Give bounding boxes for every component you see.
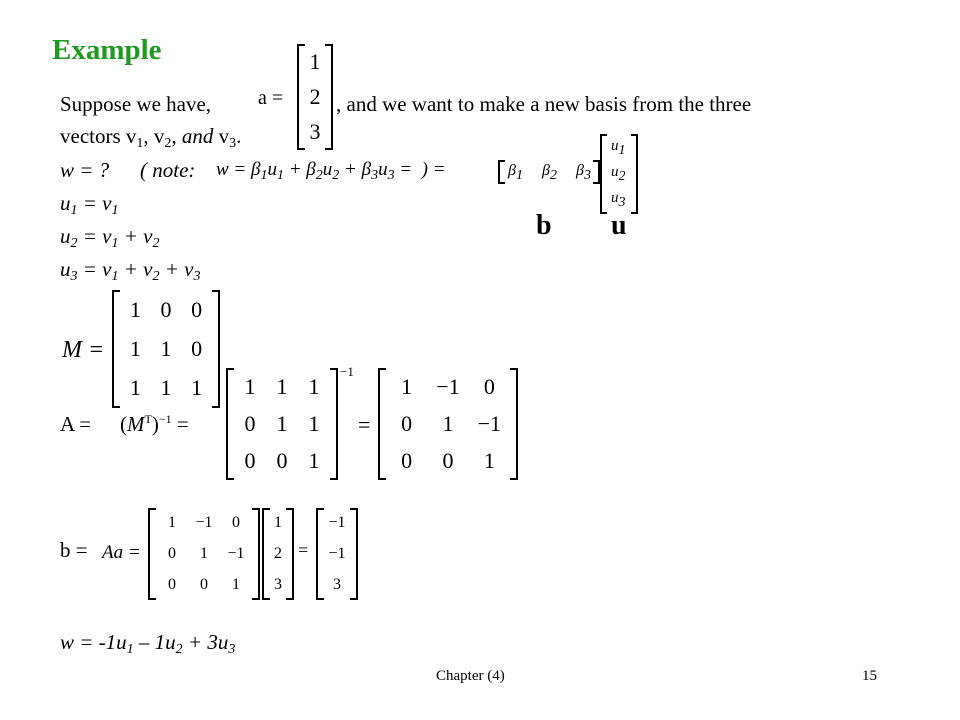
equals-sign: =	[358, 412, 371, 437]
matrix-entry: 3	[274, 575, 282, 593]
m-label: M =	[62, 337, 105, 363]
inverse-exponent: −1	[340, 364, 354, 379]
matrix-entry: 0	[244, 410, 256, 436]
matrix-entry: 1	[244, 373, 256, 399]
def-u3: $u_3 = v_1 + v_2 + v_3$	[60, 257, 201, 284]
a-entry: 1	[309, 48, 321, 74]
matrix-entry: −1	[227, 544, 245, 562]
matrix-entry: 1	[168, 514, 176, 532]
a-def-label: A =	[60, 412, 92, 436]
matrix-entry: 1	[160, 335, 172, 361]
w-question: w = ?	[60, 158, 110, 182]
footer-chapter: Chapter (4)	[436, 668, 505, 684]
matrix-entry: 2	[274, 544, 282, 562]
matrix-entry: 0	[168, 575, 176, 593]
matrix-entry: 1	[308, 448, 320, 474]
matrix-entry: 0	[191, 335, 203, 361]
matrix-entry: 0	[442, 448, 454, 474]
matrix-entry: 0	[401, 448, 413, 474]
final-result: $w = -1u_1 - 1u_2 + 3u_3$	[60, 630, 236, 657]
a-entry: 3	[309, 119, 321, 145]
matrix-entry: 0	[483, 373, 495, 399]
matrix-entry: 1	[191, 375, 203, 401]
matrix-entry: −1	[436, 373, 460, 399]
matrix-entry: 1	[276, 410, 288, 436]
b-def-label: b =	[60, 538, 88, 562]
matrix-entry: 1	[232, 575, 240, 593]
line2-text: vectors $v_1$, $v_2$, and $v_3$.	[60, 124, 242, 151]
matrix-entry: 1	[401, 373, 413, 399]
matrix-mt	[226, 368, 338, 480]
matrix-entry: 0	[232, 514, 240, 532]
matrix-entry: 0	[168, 544, 176, 562]
b-label: b	[536, 210, 552, 241]
matrix-m	[112, 290, 220, 408]
matrix-entry: 1	[160, 375, 172, 401]
a-vector	[297, 44, 333, 150]
matrix-entry: 0	[276, 448, 288, 474]
def-u2: $u_2 = v_1 + v_2$	[60, 224, 160, 251]
matrix-entry: 0	[160, 296, 172, 322]
matrix-entry: 0	[191, 296, 203, 322]
footer-page-number: 15	[862, 668, 877, 684]
matrix-entry: 1	[129, 375, 141, 401]
matrix-entry: 1	[129, 335, 141, 361]
w-formula: $w = \beta_1u_1 + \beta_2u_2 + \beta_3u_3$ = ) =	[216, 159, 446, 183]
matrix-entry: 1	[442, 410, 454, 436]
a-label: a =	[258, 87, 284, 109]
u-label: u	[611, 210, 627, 241]
b-expr: Aa =	[102, 542, 141, 563]
matrix-a-small	[148, 508, 260, 600]
matrix-entry: 1	[276, 373, 288, 399]
equals-sign: =	[298, 540, 309, 560]
matrix-entry: −1	[195, 514, 213, 532]
a-entry: 2	[309, 83, 321, 109]
a-expr: $(M^T)^{-1}$ =	[120, 412, 189, 436]
matrix-entry: 1	[483, 448, 495, 474]
note-label: ( note:	[140, 158, 196, 182]
matrix-entry: 1	[308, 410, 320, 436]
matrix-entry: 1	[274, 514, 282, 532]
line1-suffix: , and we want to make a new basis from the three	[336, 92, 752, 116]
vector-a-small	[262, 508, 294, 600]
matrix-entry: 0	[200, 575, 208, 593]
matrix-entry: 1	[129, 296, 141, 322]
def-u1: $u_1 = v_1$	[60, 191, 119, 218]
u-column-vector: $u_1$ $u_2$ $u_3$	[600, 134, 638, 214]
beta-row-vector: $\beta_1$ $\beta_2$ $\beta_3$	[498, 160, 600, 184]
matrix-entry: 0	[401, 410, 413, 436]
vector-b-result	[316, 508, 358, 600]
matrix-entry: 0	[244, 448, 256, 474]
matrix-entry: 3	[333, 575, 341, 593]
matrix-a	[378, 368, 518, 480]
matrix-entry: −1	[328, 544, 346, 562]
matrix-entry: −1	[477, 410, 502, 436]
line1-prefix: Suppose we have,	[60, 92, 212, 116]
slide-title: Example	[52, 34, 162, 66]
matrix-entry: −1	[328, 514, 346, 532]
matrix-entry: 1	[308, 373, 320, 399]
matrix-entry: 1	[200, 544, 208, 562]
